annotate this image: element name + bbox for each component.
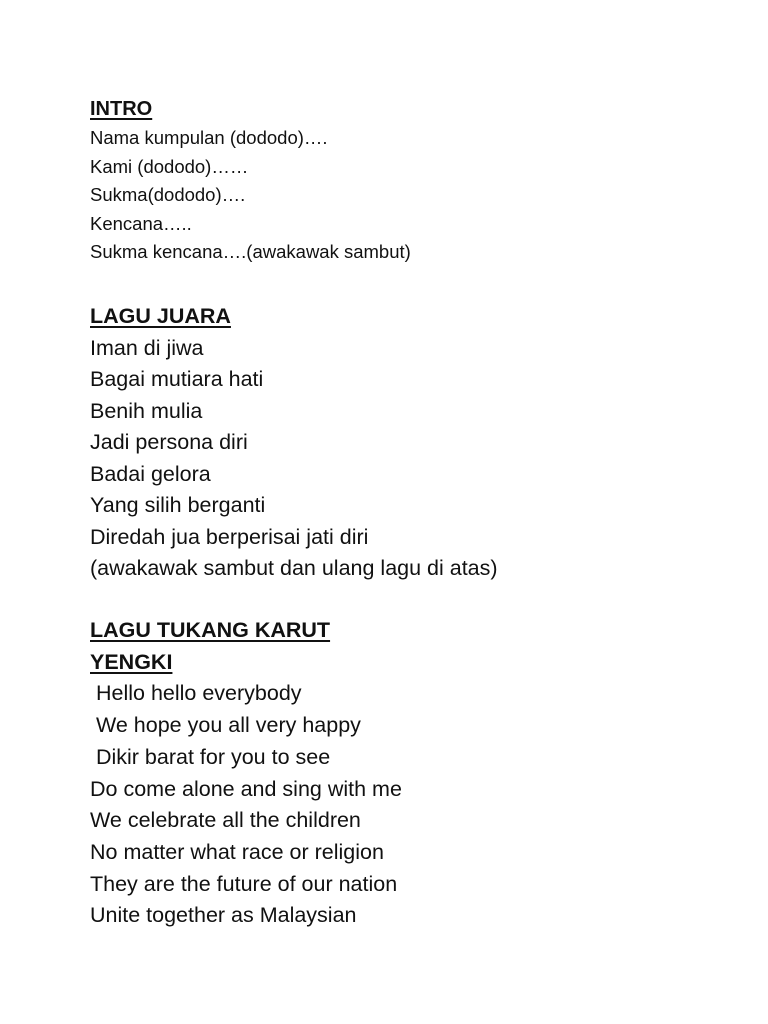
lyric-line: Unite together as Malaysian [90,903,357,928]
lyric-line: Hello hello everybody [90,681,302,706]
lyric-line: Dikir barat for you to see [90,744,331,769]
lyric-line: Diredah jua berperisai jati diri [90,524,369,549]
intro-line: Sukma kencana….(awakawak sambut) [90,241,411,262]
lyric-line: Bagai mutiara hati [90,367,264,391]
lagu-tukang-karut-section [90,615,402,932]
intro-line: Nama kumpulan (dododo)…. [90,127,328,148]
intro-line: Sukma(dododo)…. [90,184,246,205]
intro-line: Kami (dododo)…… [90,155,249,177]
lyric-line: (awakawak sambut dan ulang lagu di atas) [90,556,498,580]
intro-heading: INTRO [90,98,153,120]
lagu-tukang-karut-heading: LAGU TUKANG KARUT [90,618,331,642]
lyric-line: Yang silih berganti [90,493,266,517]
lagu-juara-section [90,301,498,585]
yengki-subheading: YENGKI [90,649,173,674]
lyric-line: No matter what race or religion [90,839,384,864]
lyric-line: We celebrate all the children [90,808,361,833]
lyric-line: Benih mulia [90,398,203,423]
lyric-line: Do come alone and sing with me [90,776,402,801]
lagu-juara-heading: LAGU JUARA [90,304,231,328]
lyric-line: Iman di jiwa [90,335,204,360]
intro-section [90,94,411,267]
lyric-line: We hope you all very happy [90,713,361,738]
lyric-line: Badai gelora [90,461,211,486]
lyric-line: Jadi persona diri [90,430,248,454]
intro-line: Kencana….. [90,212,192,234]
lyric-line: They are the future of our nation [90,871,398,896]
